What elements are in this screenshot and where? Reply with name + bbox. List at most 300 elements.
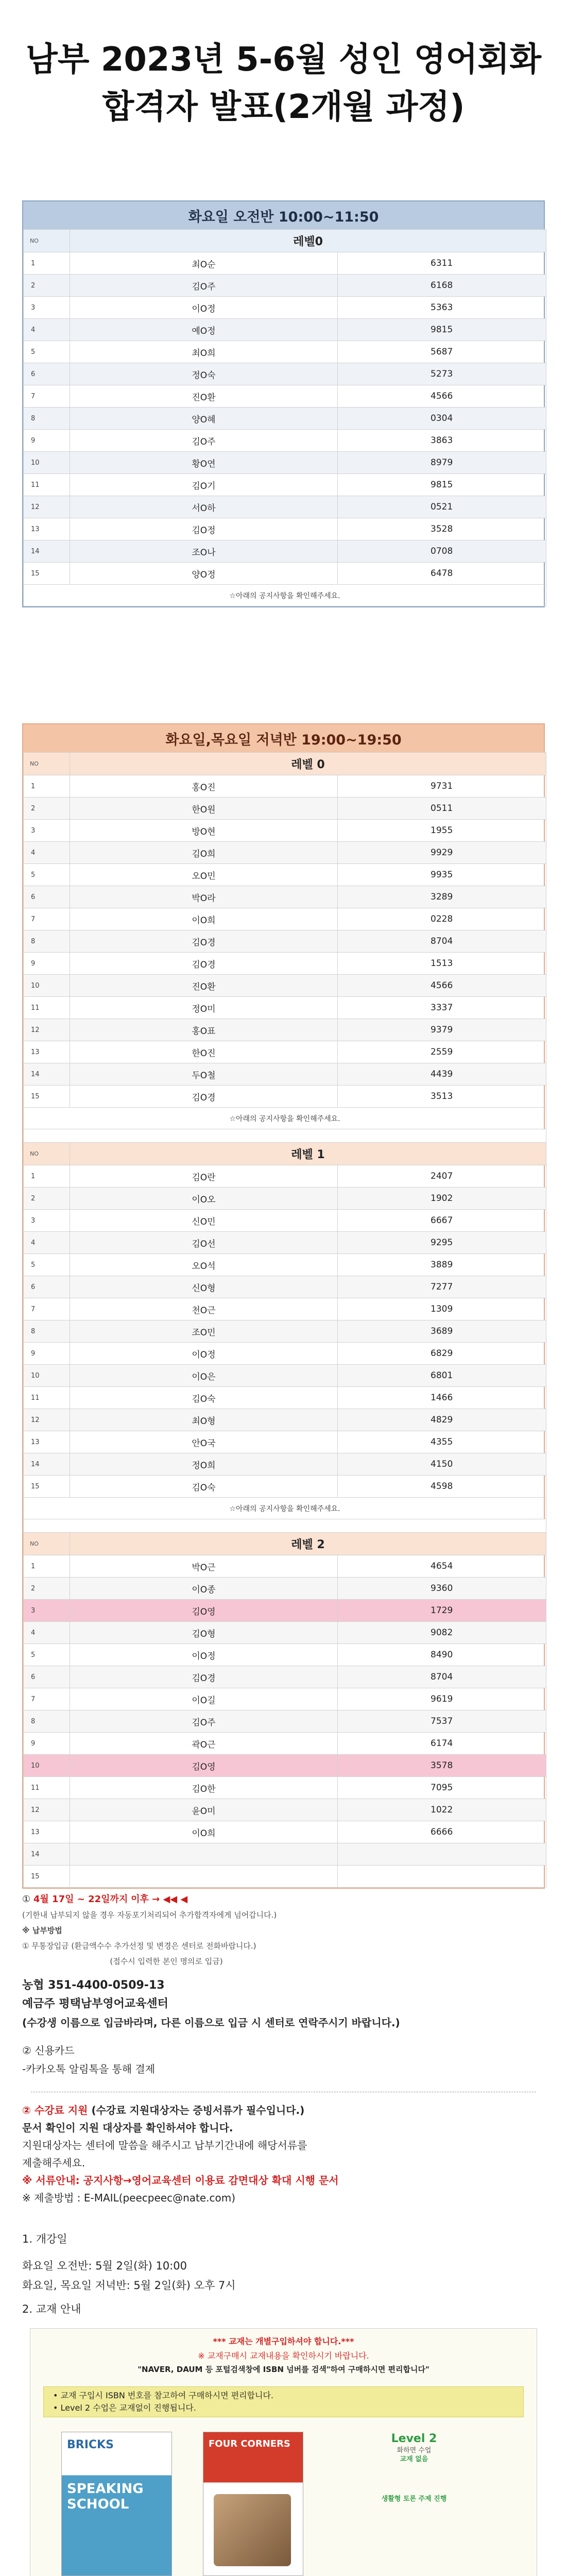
payment-instruction: (수강생 이름으로 입금바라며, 다른 이름으로 입금 시 센터로 연락주시기 바랍니다.) — [22, 2016, 400, 2029]
row-name: 최O희 — [70, 341, 338, 363]
row-number: 13 — [24, 1041, 70, 1063]
row-number: 5 — [24, 1644, 70, 1666]
row-code: 0228 — [338, 908, 546, 930]
table-row — [24, 775, 546, 798]
row-code: 1309 — [338, 1298, 546, 1320]
row-code: 1902 — [338, 1188, 546, 1210]
table-row — [24, 1063, 546, 1086]
table-row — [24, 275, 546, 297]
book1-brand: BRICKS — [67, 2438, 114, 2451]
row-name: 천O근 — [70, 1298, 338, 1320]
row-number: 10 — [24, 1365, 70, 1387]
row-code: 0511 — [338, 798, 546, 820]
bank-account: 농협 351-4400-0509-13 — [22, 1979, 165, 1992]
table-row — [24, 953, 546, 975]
row-number: 14 — [24, 1063, 70, 1086]
row-name: 김O란 — [70, 1165, 338, 1188]
day-header-row — [24, 230, 546, 252]
table-row — [24, 297, 546, 319]
row-number: 6 — [24, 1666, 70, 1688]
eve-results — [23, 752, 546, 1888]
row-code: 9295 — [338, 1232, 546, 1254]
row-name: 황O연 — [70, 452, 338, 474]
table-row — [24, 1453, 546, 1476]
row-name: 곽O근 — [70, 1733, 338, 1755]
deadline-note: (기한내 납부되지 않을 경우 자동포기처리되어 추가합격자에게 넘어갑니다.) — [22, 1910, 277, 1920]
row-code: 4598 — [338, 1476, 546, 1498]
row-code: 6829 — [338, 1343, 546, 1365]
deadline-lead: ① — [22, 1894, 31, 1905]
table-row — [24, 363, 546, 385]
row-code: 6801 — [338, 1365, 546, 1387]
row-code: 3528 — [338, 518, 546, 540]
row-code: 1466 — [338, 1387, 546, 1409]
level2-topic: 생활형 토론 주제 진행 — [381, 2495, 447, 2503]
table-row — [24, 1710, 546, 1733]
deadline-tail: 이후 → ◀◀ ◀ — [131, 1894, 188, 1905]
row-code: 2407 — [338, 1165, 546, 1188]
table-row — [24, 1343, 546, 1365]
deadline-period: 4월 17일 ~ 22일까지 — [33, 1894, 128, 1905]
row-name — [70, 1866, 338, 1888]
row-name: 신O형 — [70, 1276, 338, 1298]
row-number: 8 — [24, 930, 70, 953]
row-number: 13 — [24, 518, 70, 540]
table-row — [24, 1254, 546, 1276]
refund-sub: (접수시 입력한 본인 명의로 입금) — [110, 1957, 223, 1966]
gap-cell — [24, 1519, 546, 1533]
row-number: 10 — [24, 1755, 70, 1777]
row-name: 한O진 — [70, 1041, 338, 1063]
row-number: 9 — [24, 430, 70, 452]
gap-cell — [24, 1129, 546, 1143]
refund-text: ① 무통장입금 (환급액수수 추가선정 및 변경은 센터로 전화바랍니다.) — [22, 1941, 256, 1951]
row-name: 신O민 — [70, 1210, 338, 1232]
schedule-eve: 화요일, 목요일 저녁반: 5월 2일(화) 오후 7시 — [22, 2279, 236, 2292]
row-name: 이O길 — [70, 1688, 338, 1710]
row-name: 조O민 — [70, 1320, 338, 1343]
row-name: 박O근 — [70, 1555, 338, 1578]
row-code: 4150 — [338, 1453, 546, 1476]
table-row — [24, 474, 546, 496]
table-row — [24, 1733, 546, 1755]
level-gap — [24, 1129, 546, 1143]
table-row — [24, 252, 546, 275]
table-row — [24, 997, 546, 1019]
day-class-header: 화요일 오전반 10:00~11:50 — [23, 201, 544, 229]
row-name: 김O경 — [70, 1666, 338, 1688]
row-number: 13 — [24, 1431, 70, 1453]
no-header: NO — [24, 1533, 70, 1555]
row-name: 조O나 — [70, 540, 338, 563]
row-name: 김O경 — [70, 1086, 338, 1108]
row-number: 10 — [24, 975, 70, 997]
table-row — [24, 1578, 546, 1600]
eve-class-table — [22, 723, 545, 1889]
row-name: 이O정 — [70, 1343, 338, 1365]
row-number: 15 — [24, 1476, 70, 1498]
table-row — [24, 1688, 546, 1710]
row-number: 7 — [24, 1688, 70, 1710]
row-number: 2 — [24, 275, 70, 297]
level-header-row — [24, 753, 546, 775]
table-row — [24, 1843, 546, 1866]
row-name: 이O정 — [70, 297, 338, 319]
textbook-heading: 2. 교재 안내 — [22, 2303, 81, 2315]
book2-photo — [214, 2494, 291, 2566]
level-note-row — [24, 1498, 546, 1519]
row-code: 9360 — [338, 1578, 546, 1600]
row-number: 4 — [24, 1232, 70, 1254]
row-number: 11 — [24, 1777, 70, 1799]
no-header: NO — [24, 230, 70, 252]
row-name: 김O경 — [70, 953, 338, 975]
row-name: 김O주 — [70, 275, 338, 297]
row-code: 7537 — [338, 1710, 546, 1733]
row-number: 3 — [24, 297, 70, 319]
book2-title: FOUR CORNERS — [209, 2438, 290, 2449]
row-number: 12 — [24, 1019, 70, 1041]
row-code: 4355 — [338, 1431, 546, 1453]
table-row — [24, 563, 546, 585]
row-name: 서O하 — [70, 496, 338, 518]
row-code: 7095 — [338, 1777, 546, 1799]
row-name: 김O숙 — [70, 1387, 338, 1409]
fee-support-block — [0, 2102, 567, 2207]
row-code: 0521 — [338, 496, 546, 518]
row-name: 김O숙 — [70, 1476, 338, 1498]
row-name: 오O민 — [70, 864, 338, 886]
level-header-row — [24, 1143, 546, 1165]
row-code: 3578 — [338, 1755, 546, 1777]
page-title — [0, 0, 567, 131]
fee-support-line4: 제출해주세요. — [22, 2157, 85, 2169]
row-number: 4 — [24, 1622, 70, 1644]
level-gap — [24, 1519, 546, 1533]
level2-title: Level 2 — [391, 2432, 437, 2445]
level-header: 레벨 0 — [70, 753, 546, 775]
table-row — [24, 1165, 546, 1188]
row-name: 최O형 — [70, 1409, 338, 1431]
table-row — [24, 1555, 546, 1578]
row-number: 4 — [24, 842, 70, 864]
row-number: 7 — [24, 1298, 70, 1320]
row-name: 오O석 — [70, 1254, 338, 1276]
day-note-row — [24, 585, 546, 606]
fee-support-line3: 지원대상자는 센터에 말씀을 해주시고 납부기간내에 해당서류를 — [22, 2139, 307, 2151]
row-code: 4566 — [338, 385, 546, 408]
row-number: 8 — [24, 408, 70, 430]
row-name: 김O선 — [70, 1232, 338, 1254]
row-name — [70, 1843, 338, 1866]
no-header: NO — [24, 1143, 70, 1165]
row-code: 9815 — [338, 474, 546, 496]
row-code: 9379 — [338, 1019, 546, 1041]
row-code: 8704 — [338, 1666, 546, 1688]
table-row — [24, 385, 546, 408]
table-row — [24, 1276, 546, 1298]
card-text: -카카오톡 알림톡을 통해 결제 — [22, 2063, 156, 2075]
book-bricks-cover — [61, 2432, 172, 2576]
row-name: 이O은 — [70, 1365, 338, 1387]
row-code: 4566 — [338, 975, 546, 997]
row-number: 14 — [24, 540, 70, 563]
fee-support-title: ② 수강료 지원 — [22, 2104, 92, 2116]
level-header: 레벨 1 — [70, 1143, 546, 1165]
row-name: 정O희 — [70, 1453, 338, 1476]
level2-line1: 화하면 수업 — [397, 2447, 432, 2454]
row-number: 1 — [24, 775, 70, 798]
table-row — [24, 1041, 546, 1063]
row-code: 9815 — [338, 319, 546, 341]
schedule-day: 화요일 오전반: 5월 2일(화) 10:00 — [22, 2260, 187, 2272]
row-name: 김O영 — [70, 1755, 338, 1777]
row-number: 1 — [24, 1555, 70, 1578]
row-number: 8 — [24, 1710, 70, 1733]
row-code: 5687 — [338, 341, 546, 363]
row-number: 1 — [24, 252, 70, 275]
table-row — [24, 1232, 546, 1254]
fee-support-email[interactable]: ※ 제출방법 : E-MAIL(peecpeec@nate.com) — [22, 2192, 236, 2204]
table-row — [24, 820, 546, 842]
book1-title: SPEAKING SCHOOL — [67, 2481, 144, 2512]
table-row — [24, 1188, 546, 1210]
row-code: 8704 — [338, 930, 546, 953]
row-name: 이O종 — [70, 1578, 338, 1600]
row-code: 4654 — [338, 1555, 546, 1578]
schedule-heading: 1. 개강일 — [22, 2233, 67, 2245]
table-row — [24, 1210, 546, 1232]
table-row — [24, 1755, 546, 1777]
row-code: 5273 — [338, 363, 546, 385]
row-name: 김O영 — [70, 1600, 338, 1622]
row-code: 3289 — [338, 886, 546, 908]
row-name: 방O현 — [70, 820, 338, 842]
row-name: 김O희 — [70, 842, 338, 864]
row-number: 13 — [24, 1821, 70, 1843]
textbook-banner-2: • Level 2 수업은 교재없이 진행됩니다. — [53, 2403, 196, 2413]
row-number: 12 — [24, 496, 70, 518]
row-code: 6478 — [338, 563, 546, 585]
eve-rows — [24, 753, 546, 1888]
row-code: 7277 — [338, 1276, 546, 1298]
day-rows — [24, 252, 546, 585]
row-number: 6 — [24, 1276, 70, 1298]
row-name: 이O정 — [70, 1644, 338, 1666]
row-code: 8490 — [338, 1644, 546, 1666]
day-class-table — [22, 200, 545, 607]
row-code: 5363 — [338, 297, 546, 319]
row-name: 한O원 — [70, 798, 338, 820]
table-row — [24, 1409, 546, 1431]
row-number: 5 — [24, 864, 70, 886]
table-row — [24, 1666, 546, 1688]
row-name: 김O한 — [70, 1777, 338, 1799]
row-number: 9 — [24, 1733, 70, 1755]
table-row — [24, 908, 546, 930]
row-code: 1729 — [338, 1600, 546, 1622]
fee-support-sub: (수강료 지원대상자는 증빙서류가 필수입니다.) — [91, 2104, 305, 2116]
row-code: 3513 — [338, 1086, 546, 1108]
row-name: 홍O진 — [70, 775, 338, 798]
row-name: 양O혜 — [70, 408, 338, 430]
row-code: 9619 — [338, 1688, 546, 1710]
row-name: 진O환 — [70, 385, 338, 408]
deadline-block — [0, 1892, 567, 1969]
level-note: ☆아래의 공지사항을 확인해주세요. — [24, 1108, 546, 1129]
row-number: 7 — [24, 385, 70, 408]
table-row — [24, 1866, 546, 1888]
table-row — [24, 408, 546, 430]
payment-block — [0, 1976, 567, 2078]
level-header-row — [24, 1533, 546, 1555]
title-line-2: 합격자 발표(2개월 과정) — [102, 88, 465, 126]
fee-support-docs[interactable]: ※ 서류안내: 공지사항→영어교육센터 이용료 감면대상 확대 시행 문서 — [22, 2174, 339, 2187]
table-row — [24, 1476, 546, 1498]
row-number: 6 — [24, 363, 70, 385]
level-note: ☆아래의 공지사항을 확인해주세요. — [24, 1498, 546, 1519]
row-name: 박O라 — [70, 886, 338, 908]
row-code: 3889 — [338, 1254, 546, 1276]
row-name: 예O정 — [70, 319, 338, 341]
row-name: 김O주 — [70, 430, 338, 452]
row-number: 12 — [24, 1799, 70, 1821]
table-row — [24, 319, 546, 341]
table-row — [24, 1799, 546, 1821]
row-number: 9 — [24, 1343, 70, 1365]
table-row — [24, 1622, 546, 1644]
row-name: 이O희 — [70, 908, 338, 930]
row-number: 5 — [24, 1254, 70, 1276]
level-header: 레벨 2 — [70, 1533, 546, 1555]
textbook-banner — [43, 2386, 524, 2417]
account-holder: 예금주 평택남부영어교육센터 — [22, 1997, 168, 2010]
fee-support-line2: 문서 확인이 지원 대상자를 확인하셔야 합니다. — [22, 2122, 233, 2134]
schedule-block — [0, 2229, 567, 2319]
row-code: 3863 — [338, 430, 546, 452]
row-code: 8979 — [338, 452, 546, 474]
row-number: 11 — [24, 1387, 70, 1409]
textbook-banner-1: • 교재 구입시 ISBN 번호를 참고하여 구매하시면 편리합니다. — [53, 2391, 273, 2400]
card-title: ② 신용카드 — [22, 2044, 75, 2057]
row-number: 4 — [24, 319, 70, 341]
table-row — [24, 798, 546, 820]
row-number: 1 — [24, 1165, 70, 1188]
row-number: 2 — [24, 1188, 70, 1210]
row-name: 최O순 — [70, 252, 338, 275]
row-name: 이O오 — [70, 1188, 338, 1210]
row-code — [338, 1843, 546, 1866]
row-code: 1955 — [338, 820, 546, 842]
row-code: 9935 — [338, 864, 546, 886]
row-number: 2 — [24, 1578, 70, 1600]
table-row — [24, 975, 546, 997]
row-code: 0708 — [338, 540, 546, 563]
row-number: 12 — [24, 1409, 70, 1431]
table-row — [24, 430, 546, 452]
row-name: 정O숙 — [70, 363, 338, 385]
row-code: 6174 — [338, 1733, 546, 1755]
table-row — [24, 930, 546, 953]
title-line-1: 남부 2023년 5-6월 성인 영어회화 — [25, 41, 542, 79]
level2-no-book: 교재 없음 — [400, 2455, 428, 2463]
row-code: 6666 — [338, 1821, 546, 1843]
textbook-note-1: *** 교재는 개별구입하셔야 합니다.*** — [213, 2336, 354, 2346]
day-note: ☆아래의 공지사항을 확인해주세요. — [24, 585, 546, 606]
row-number: 14 — [24, 1453, 70, 1476]
table-row — [24, 1387, 546, 1409]
row-number: 15 — [24, 563, 70, 585]
row-number: 14 — [24, 1843, 70, 1866]
table-row — [24, 1320, 546, 1343]
row-number: 3 — [24, 820, 70, 842]
row-code: 6667 — [338, 1210, 546, 1232]
row-name: 김O기 — [70, 474, 338, 496]
row-code: 4439 — [338, 1063, 546, 1086]
row-number: 15 — [24, 1086, 70, 1108]
row-name: 김O정 — [70, 518, 338, 540]
refund-title: ※ 납부방법 — [22, 1926, 62, 1935]
row-number: 10 — [24, 452, 70, 474]
row-name: 정O미 — [70, 997, 338, 1019]
textbook-note-2: ※ 교재구매시 교재내용을 확인하시기 바랍니다. — [198, 2351, 369, 2361]
table-row — [24, 1086, 546, 1108]
level2-info — [350, 2432, 478, 2503]
table-row — [24, 886, 546, 908]
row-number: 11 — [24, 997, 70, 1019]
row-number: 11 — [24, 474, 70, 496]
level-note-row — [24, 1108, 546, 1129]
table-row — [24, 452, 546, 474]
row-code — [338, 1866, 546, 1888]
row-code: 3689 — [338, 1320, 546, 1343]
table-row — [24, 1298, 546, 1320]
table-row — [24, 1365, 546, 1387]
row-name: 두O철 — [70, 1063, 338, 1086]
textbook-note-3: "NAVER, DAUM 등 포털검색창에 ISBN 넘버를 검색"하여 구매하시면 편리합니다" — [138, 2365, 429, 2374]
row-code: 1022 — [338, 1799, 546, 1821]
row-code: 9731 — [338, 775, 546, 798]
row-number: 7 — [24, 908, 70, 930]
row-number: 3 — [24, 1600, 70, 1622]
table-row — [24, 1600, 546, 1622]
table-row — [24, 341, 546, 363]
row-code: 2559 — [338, 1041, 546, 1063]
row-code: 0304 — [338, 408, 546, 430]
table-row — [24, 1821, 546, 1843]
row-name: 안O국 — [70, 1431, 338, 1453]
table-row — [24, 864, 546, 886]
row-name: 김O주 — [70, 1710, 338, 1733]
day-results — [23, 229, 546, 606]
row-code: 6168 — [338, 275, 546, 297]
row-code: 9929 — [338, 842, 546, 864]
row-name: 김O형 — [70, 1622, 338, 1644]
row-number: 3 — [24, 1210, 70, 1232]
level-header: 레벨0 — [70, 230, 546, 252]
row-number: 6 — [24, 886, 70, 908]
table-row — [24, 1644, 546, 1666]
table-row — [24, 1019, 546, 1041]
row-code: 6311 — [338, 252, 546, 275]
row-code: 4829 — [338, 1409, 546, 1431]
book-four-corners-cover — [203, 2432, 303, 2576]
row-code: 9082 — [338, 1622, 546, 1644]
row-code: 1513 — [338, 953, 546, 975]
no-header: NO — [24, 753, 70, 775]
row-name: 김O경 — [70, 930, 338, 953]
table-row — [24, 842, 546, 864]
